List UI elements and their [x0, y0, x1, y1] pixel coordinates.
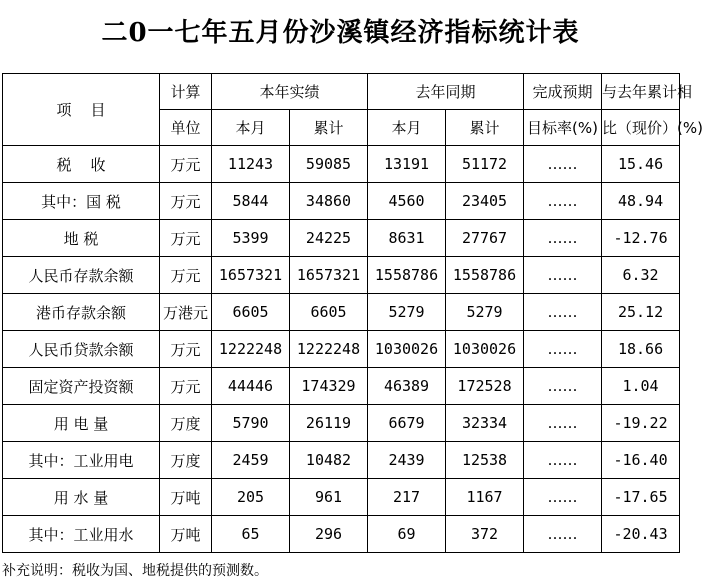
unit-cell: 万元 — [160, 220, 212, 257]
current-month-value: 44446 — [212, 368, 290, 405]
current-cumulative-value: 59085 — [290, 146, 368, 183]
current-month-value: 6605 — [212, 294, 290, 331]
previous-cumulative-value: 1030026 — [446, 331, 524, 368]
unit-cell: 万吨 — [160, 516, 212, 553]
page-title: 二0一七年五月份沙溪镇经济指标统计表 — [101, 18, 580, 48]
current-cumulative-value: 1222248 — [290, 331, 368, 368]
previous-month-value: 13191 — [368, 146, 446, 183]
table-row — [3, 183, 680, 220]
current-month-value: 205 — [212, 479, 290, 516]
current-month-value: 5844 — [212, 183, 290, 220]
year-compare-value: 48.94 — [602, 183, 680, 220]
footnote: 补充说明：税收为国、地税提供的预测数。 — [2, 563, 268, 579]
completion-rate: …… — [524, 220, 602, 257]
completion-rate: …… — [524, 442, 602, 479]
table-row — [3, 368, 680, 405]
header-this-year: 本年实绩 — [212, 74, 368, 110]
unit-cell: 万度 — [160, 442, 212, 479]
table-row — [3, 294, 680, 331]
item-name: 固定资产投资额 — [3, 368, 160, 405]
current-month-value: 11243 — [212, 146, 290, 183]
table-row — [3, 516, 680, 553]
header-this-month: 本月 — [212, 110, 290, 146]
previous-month-value: 1030026 — [368, 331, 446, 368]
completion-rate: …… — [524, 294, 602, 331]
current-cumulative-value: 174329 — [290, 368, 368, 405]
previous-cumulative-value: 32334 — [446, 405, 524, 442]
previous-cumulative-value: 27767 — [446, 220, 524, 257]
unit-cell: 万港元 — [160, 294, 212, 331]
year-compare-value: -12.76 — [602, 220, 680, 257]
current-month-value: 5790 — [212, 405, 290, 442]
current-cumulative-value: 6605 — [290, 294, 368, 331]
unit-cell: 万吨 — [160, 479, 212, 516]
current-cumulative-value: 961 — [290, 479, 368, 516]
item-name: 其中：工业用水 — [3, 516, 160, 553]
item-name: 地 税 — [3, 220, 160, 257]
current-month-value: 2459 — [212, 442, 290, 479]
current-month-value: 65 — [212, 516, 290, 553]
previous-month-value: 217 — [368, 479, 446, 516]
year-compare-value: -19.22 — [602, 405, 680, 442]
previous-month-value: 8631 — [368, 220, 446, 257]
current-month-value: 1222248 — [212, 331, 290, 368]
previous-month-value: 46389 — [368, 368, 446, 405]
unit-cell: 万元 — [160, 183, 212, 220]
previous-cumulative-value: 1167 — [446, 479, 524, 516]
year-compare-value: 25.12 — [602, 294, 680, 331]
item-name: 其中：国 税 — [3, 183, 160, 220]
previous-cumulative-value: 23405 — [446, 183, 524, 220]
year-compare-value: -16.40 — [602, 442, 680, 479]
current-cumulative-value: 34860 — [290, 183, 368, 220]
header-last-month: 本月 — [368, 110, 446, 146]
header-last-cumulative: 累计 — [446, 110, 524, 146]
table-row — [3, 220, 680, 257]
header-last-year: 去年同期 — [368, 74, 524, 110]
previous-cumulative-value: 12538 — [446, 442, 524, 479]
completion-rate: …… — [524, 331, 602, 368]
previous-month-value: 2439 — [368, 442, 446, 479]
header-unit-top: 计算 — [160, 74, 212, 110]
header-unit-bottom: 单位 — [160, 110, 212, 146]
year-compare-value: -20.43 — [602, 516, 680, 553]
item-name: 税 收 — [3, 146, 160, 183]
current-cumulative-value: 26119 — [290, 405, 368, 442]
current-month-value: 5399 — [212, 220, 290, 257]
current-month-value: 1657321 — [212, 257, 290, 294]
completion-rate: …… — [524, 257, 602, 294]
unit-cell: 万元 — [160, 146, 212, 183]
year-compare-value: 15.46 — [602, 146, 680, 183]
year-compare-value: 6.32 — [602, 257, 680, 294]
year-compare-value: 18.66 — [602, 331, 680, 368]
table-row — [3, 479, 680, 516]
completion-rate: …… — [524, 405, 602, 442]
table-row — [3, 405, 680, 442]
unit-cell: 万元 — [160, 368, 212, 405]
item-name: 用 水 量 — [3, 479, 160, 516]
previous-month-value: 69 — [368, 516, 446, 553]
unit-cell: 万元 — [160, 331, 212, 368]
current-cumulative-value: 1657321 — [290, 257, 368, 294]
header-item: 项 目 — [3, 74, 160, 146]
item-name: 其中：工业用电 — [3, 442, 160, 479]
year-compare-value: -17.65 — [602, 479, 680, 516]
year-compare-value: 1.04 — [602, 368, 680, 405]
previous-cumulative-value: 1558786 — [446, 257, 524, 294]
previous-month-value: 6679 — [368, 405, 446, 442]
completion-rate: …… — [524, 368, 602, 405]
item-name: 港币存款余额 — [3, 294, 160, 331]
statistics-table — [2, 73, 703, 553]
unit-cell: 万度 — [160, 405, 212, 442]
completion-rate: …… — [524, 479, 602, 516]
previous-cumulative-value: 372 — [446, 516, 524, 553]
table-row — [3, 257, 680, 294]
item-name: 用 电 量 — [3, 405, 160, 442]
completion-rate: …… — [524, 516, 602, 553]
header-completion-bottom: 目标率(%) — [524, 110, 602, 146]
current-cumulative-value: 24225 — [290, 220, 368, 257]
item-name: 人民币贷款余额 — [3, 331, 160, 368]
current-cumulative-value: 10482 — [290, 442, 368, 479]
header-row-1 — [3, 74, 680, 110]
previous-cumulative-value: 51172 — [446, 146, 524, 183]
table-row — [3, 442, 680, 479]
header-this-cumulative: 累计 — [290, 110, 368, 146]
previous-cumulative-value: 5279 — [446, 294, 524, 331]
item-name: 人民币存款余额 — [3, 257, 160, 294]
table-row — [3, 331, 680, 368]
header-compare-top: 与去年累计相 — [602, 74, 680, 110]
previous-month-value: 4560 — [368, 183, 446, 220]
previous-cumulative-value: 172528 — [446, 368, 524, 405]
current-cumulative-value: 296 — [290, 516, 368, 553]
previous-month-value: 1558786 — [368, 257, 446, 294]
unit-cell: 万元 — [160, 257, 212, 294]
completion-rate: …… — [524, 146, 602, 183]
header-completion-top: 完成预期 — [524, 74, 602, 110]
table-row — [3, 146, 680, 183]
previous-month-value: 5279 — [368, 294, 446, 331]
header-compare-bottom: 比（现价）(%) — [602, 110, 680, 146]
completion-rate: …… — [524, 183, 602, 220]
